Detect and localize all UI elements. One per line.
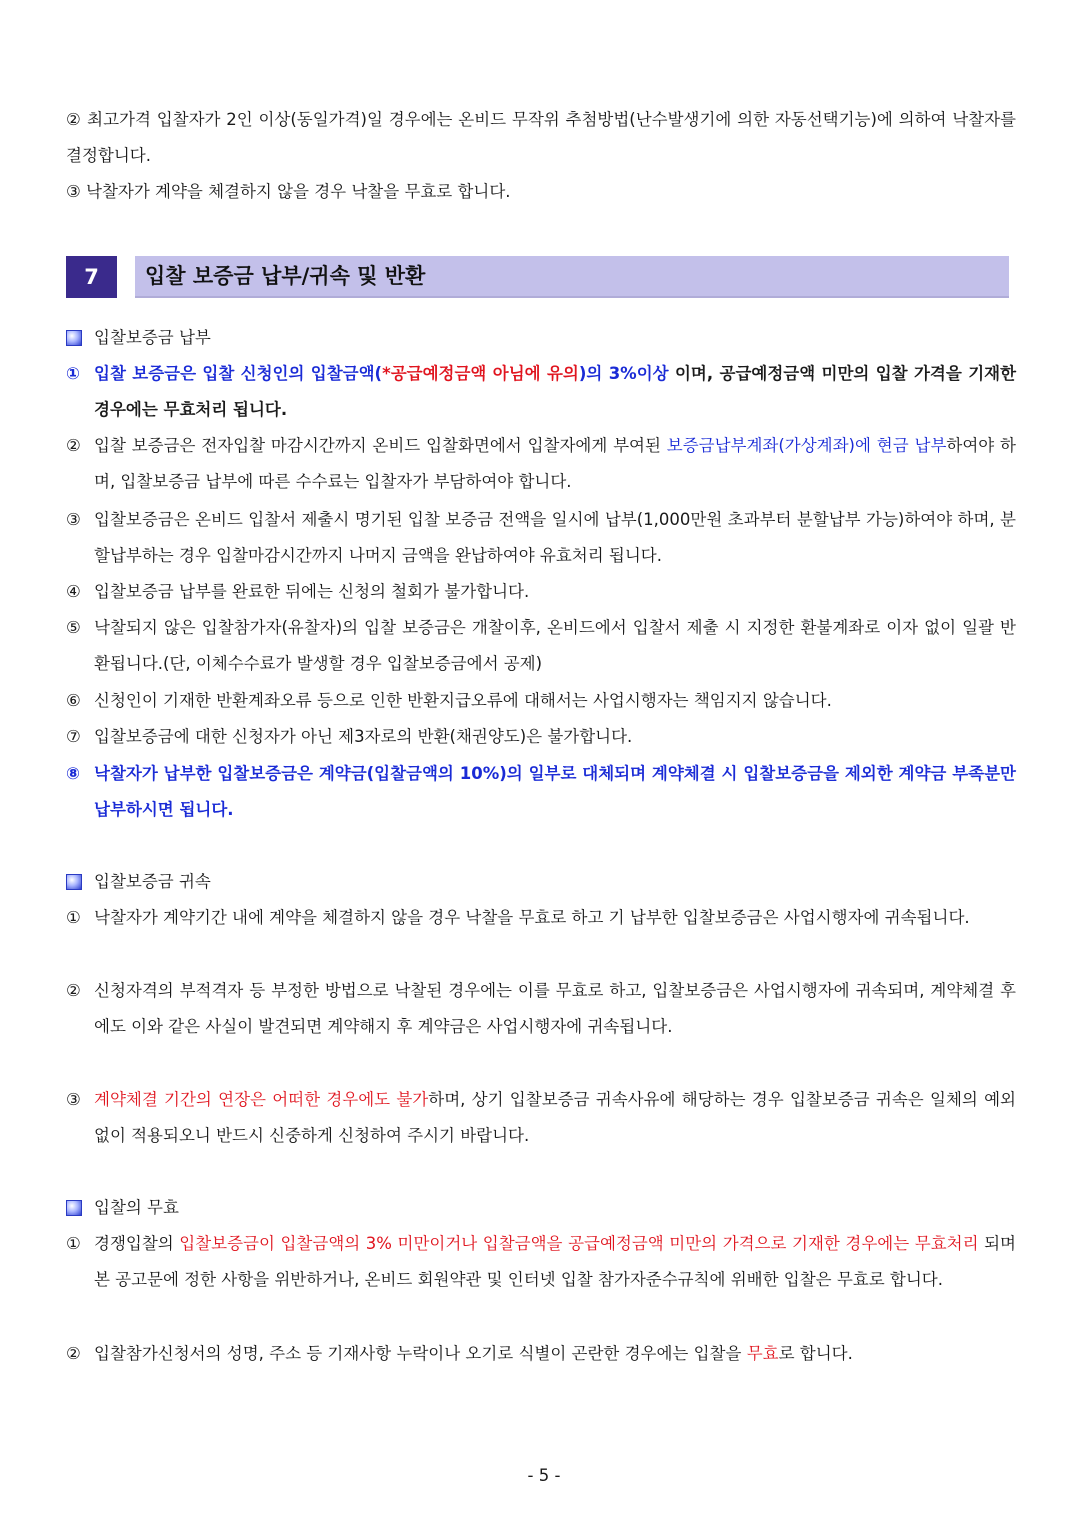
subsection-heading: 입찰의 무효	[94, 1198, 179, 1217]
payment-item-7: ⑦ 입찰보증금에 대한 신청자가 아닌 제3자로의 반환(채권양도)은 불가합니다.	[66, 727, 633, 746]
section-number: 7	[66, 256, 117, 298]
invalid-item-1: ① 경쟁입찰의 입찰보증금이 입찰금액의 3% 미만이거나 입찰금액을 공급예정금액 미만의 가격으로 기재한 경우에는 무효처리 되며 본 공고문에 정한 사항을 위반하거나, 온비드 회원약관 및 인터넷 입찰 참가자준수규칙에 위배한 입찰은 무효로 합니다.	[66, 1234, 1016, 1289]
payment-item-3: ③ 입찰보증금은 온비드 입찰서 제출시 명기된 입찰 보증금 전액을 일시에 납부(1,000만원 초과부터 분할납부 가능)하여야 하며, 분할납부하는 경우 입찰마감시간까지 나머지 금액을 완납하여야 유효처리 됩니다.	[66, 510, 1016, 565]
payment-item-8: ⑧ 낙찰자가 납부한 입찰보증금은 계약금(입찰금액의 10%)의 일부로 대체되며 계약체결 시 입찰보증금을 제외한 계약금 부족분만 납부하시면 됩니다.	[66, 764, 1016, 819]
payment-item-6: ⑥ 신청인이 기재한 반환계좌오류 등으로 인한 반환지급오류에 대해서는 사업시행자는 책임지지 않습니다.	[66, 691, 832, 710]
forfeit-item-2: ② 신청자격의 부적격자 등 부정한 방법으로 낙찰된 경우에는 이를 무효로 하고, 입찰보증금은 사업시행자에 귀속되며, 계약체결 후에도 이와 같은 사실이 발견되면 계약해지 후 계약금은 사업시행자에 귀속됩니다.	[66, 981, 1016, 1036]
subsection-heading: 입찰보증금 납부	[94, 328, 211, 347]
page-number: - 5 -	[527, 1466, 561, 1485]
payment-item-4: ④ 입찰보증금 납부를 완료한 뒤에는 신청의 철회가 불가합니다.	[66, 582, 530, 601]
subsection-forfeit	[66, 868, 211, 896]
subsection-payment	[66, 324, 211, 352]
square-bullet-icon	[66, 874, 82, 890]
payment-item-1: ① 입찰 보증금은 입찰 신청인의 입찰금액(*공급예정금액 아님에 유의)의 3%이상 이며, 공급예정금액 미만의 입찰 가격을 기재한 경우에는 무효처리 됩니다.	[66, 364, 1017, 419]
invalid-item-2: ② 입찰참가신청서의 성명, 주소 등 기재사항 누락이나 오기로 식별이 곤란한 경우에는 입찰을 무효로 합니다.	[66, 1344, 853, 1363]
square-bullet-icon	[66, 1200, 82, 1216]
section-header-bar	[135, 256, 1009, 298]
square-bullet-icon	[66, 330, 82, 346]
forfeit-item-3: ③ 계약체결 기간의 연장은 어떠한 경우에도 불가하며, 상기 입찰보증금 귀속사유에 해당하는 경우 입찰보증금 귀속은 일체의 예외 없이 적용되오니 반드시 신중하게 신청하여 주시기 바랍니다.	[66, 1090, 1016, 1145]
subsection-invalid	[66, 1194, 179, 1222]
intro-item-2: ② 최고가격 입찰자가 2인 이상(동일가격)일 경우에는 온비드 무작위 추첨방법(난수발생기에 의한 자동선택기능)에 의하여 낙찰자를 결정합니다.	[66, 110, 1016, 165]
forfeit-item-1: ① 낙찰자가 계약기간 내에 계약을 체결하지 않을 경우 낙찰을 무효로 하고 기 납부한 입찰보증금은 사업시행자에 귀속됩니다.	[66, 908, 970, 927]
intro-item-3: ③ 낙찰자가 계약을 체결하지 않을 경우 낙찰을 무효로 합니다.	[66, 182, 511, 201]
payment-item-5: ⑤ 낙찰되지 않은 입찰참가자(유찰자)의 입찰 보증금은 개찰이후, 온비드에서 입찰서 제출 시 지정한 환불계좌로 이자 없이 일괄 반환됩니다.(단, 이체수수료가 발생할 경우 입찰보증금에서 공제)	[66, 618, 1016, 673]
payment-item-2: ② 입찰 보증금은 전자입찰 마감시간까지 온비드 입찰화면에서 입찰자에게 부여된 보증금납부계좌(가상계좌)에 현금 납부하여야 하며, 입찰보증금 납부에 따른 수수료는 입찰자가 부담하여야 합니다.	[66, 436, 1016, 491]
subsection-heading: 입찰보증금 귀속	[94, 872, 211, 891]
section-title: 입찰 보증금 납부/귀속 및 반환	[145, 264, 426, 288]
